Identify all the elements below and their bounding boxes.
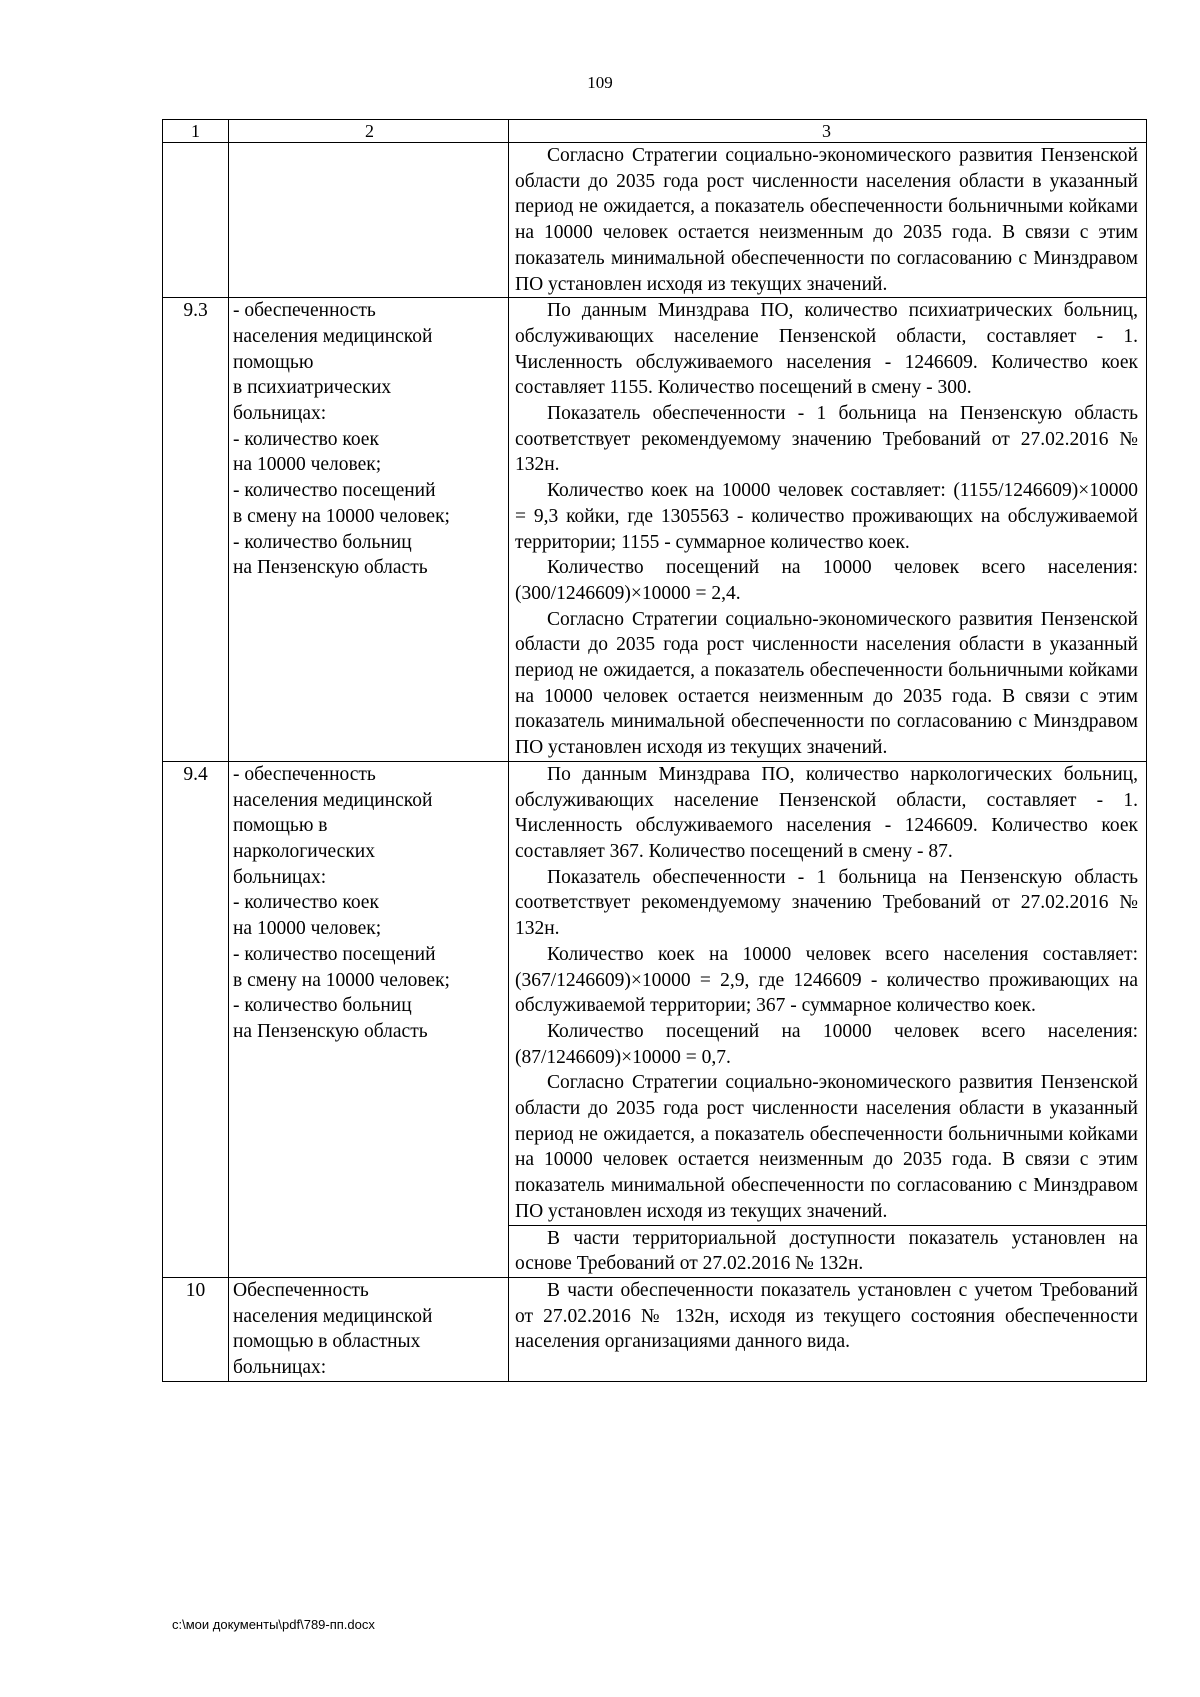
table-header-row xyxy=(163,120,1147,143)
table-row xyxy=(163,1277,1147,1381)
indicator-line: - количество коек xyxy=(233,428,379,450)
indicator-line: больницах: xyxy=(233,403,327,425)
table-row xyxy=(163,761,1147,1225)
table-row xyxy=(163,298,1147,762)
explanation-paragraph: Количество коек на 10000 человек всего населения составляет: (367/1246609)×10000 = 2,9, где 1246609 - количество проживающих на обслуживаемой территории; 367 - суммарное количество коек. xyxy=(515,943,1138,1017)
indicator-line: - количество коек xyxy=(233,892,379,914)
indicator-line: Обеспеченность xyxy=(233,1279,369,1301)
indicator-line: - количество больниц xyxy=(233,531,412,553)
explanation-paragraph: По данным Минздрава ПО, количество наркологических больниц, обслуживающих население Пензенской области, составляет - 1. Численность обслуживаемого населения - 1246609. Количество коек составляет 367. Количество посещений в смену - 87. xyxy=(515,763,1138,862)
explanation-paragraph: По данным Минздрава ПО, количество психиатрических больниц, обслуживающих население Пензенской области, составляет - 1. Численность обслуживаемого населения - 1246609. Количество коек составляет 1155. Количество посещений в смену - 300. xyxy=(515,300,1138,399)
indicator-cell xyxy=(229,761,509,1277)
indicator-line: - количество посещений xyxy=(233,480,436,502)
explanation-paragraph: Показатель обеспеченности - 1 больница на Пензенскую область соответствует рекомендуемому значению Требований от 27.02.2016 № 132н. xyxy=(515,403,1138,476)
indicator-line: населения медицинской xyxy=(233,1305,433,1327)
indicator-line: на Пензенскую область xyxy=(233,557,428,579)
row-number: 10 xyxy=(163,1277,229,1381)
header-col-1: 1 xyxy=(163,120,229,143)
explanation-paragraph: Показатель обеспеченности - 1 больница на Пензенскую область соответствует рекомендуемому значению Требований от 27.02.2016 № 132н. xyxy=(515,866,1138,940)
explanation-cell xyxy=(509,1225,1147,1277)
indicator-line: больницах: xyxy=(233,1357,327,1379)
indicator-line: наркологических xyxy=(233,840,375,862)
explanation-paragraph: Согласно Стратегии социально-экономического развития Пензенской области до 2035 года рост численности населения области в указанный период не ожидается, а показатель обеспеченности больничными койками на 10000 человек остается неизменным до 2035 года. В связи с этим показатель минимальной обеспеченности по согласованию с Минздравом ПО установлен исходя из текущих значений. xyxy=(515,608,1138,759)
indicator-line: в смену на 10000 человек; xyxy=(233,969,450,991)
row-number: 9.4 xyxy=(163,761,229,1277)
indicators-table xyxy=(162,119,1147,1382)
header-col-2: 2 xyxy=(229,120,509,143)
explanation-paragraph: Согласно Стратегии социально-экономического развития Пензенской области до 2035 года рост численности населения области в указанный период не ожидается, а показатель обеспеченности больничными койками на 10000 человек остается неизменным до 2035 года. В связи с этим показатель минимальной обеспеченности по согласованию с Минздравом ПО установлен исходя из текущих значений. xyxy=(515,1072,1138,1222)
table-row xyxy=(163,143,1147,298)
indicator-line: помощью в областных xyxy=(233,1331,421,1353)
indicator-line: - обеспеченность xyxy=(233,763,376,785)
indicator-cell xyxy=(229,298,509,762)
indicator-line: - количество посещений xyxy=(233,943,436,965)
explanation-paragraph: Согласно Стратегии социально-экономического развития Пензенской области до 2035 года рост численности населения области в указанный период не ожидается, а показатель обеспеченности больничными койками на 10000 человек остается неизменным до 2035 года. В связи с этим показатель минимальной обеспеченности по согласованию с Минздравом ПО установлен исходя из текущих значений. xyxy=(515,145,1138,295)
indicator-line: в смену на 10000 человек; xyxy=(233,505,450,527)
indicator-line: помощью в xyxy=(233,815,328,837)
explanation-paragraph: В части территориальной доступности показатель установлен на основе Требований от 27.02.2016 № 132н. xyxy=(515,1227,1138,1275)
explanation-cell xyxy=(509,1277,1147,1381)
indicator-line: на Пензенскую область xyxy=(233,1020,428,1042)
indicator-line: - обеспеченность xyxy=(233,300,376,322)
indicator-cell xyxy=(229,1277,509,1381)
indicator-line: в психиатрических xyxy=(233,377,392,399)
indicator-line: больницах: xyxy=(233,866,327,888)
explanation-cell xyxy=(509,298,1147,762)
indicator-line: помощью xyxy=(233,351,314,373)
explanation-paragraph: В части обеспеченности показатель установлен с учетом Требований от 27.02.2016 № 132н, исходя из текущего состояния обеспеченности населения организациями данного вида. xyxy=(515,1279,1138,1353)
explanation-paragraph: Количество посещений на 10000 человек всего населения: (300/1246609)×10000 = 2,4. xyxy=(515,557,1138,604)
explanation-cell xyxy=(509,143,1147,298)
indicator-line: населения медицинской xyxy=(233,325,433,347)
header-col-3: 3 xyxy=(509,120,1147,143)
explanation-cell xyxy=(509,761,1147,1225)
explanation-paragraph: Количество коек на 10000 человек составляет: (1155/1246609)×10000 = 9,3 койки, где 1305563 - количество проживающих на обслуживаемой территории; 1155 - суммарное количество коек. xyxy=(515,480,1138,553)
indicator-line: - количество больниц xyxy=(233,995,412,1017)
row-number xyxy=(163,143,229,298)
file-path-footer: c:\мои документы\pdf\789-пп.docx xyxy=(172,1617,375,1632)
row-number: 9.3 xyxy=(163,298,229,762)
indicator-cell xyxy=(229,143,509,298)
indicator-line: на 10000 человек; xyxy=(233,918,382,940)
indicator-line: населения медицинской xyxy=(233,789,433,811)
page-number: 109 xyxy=(587,73,613,92)
indicator-line: на 10000 человек; xyxy=(233,454,382,476)
explanation-paragraph: Количество посещений на 10000 человек всего населения: (87/1246609)×10000 = 0,7. xyxy=(515,1020,1138,1068)
